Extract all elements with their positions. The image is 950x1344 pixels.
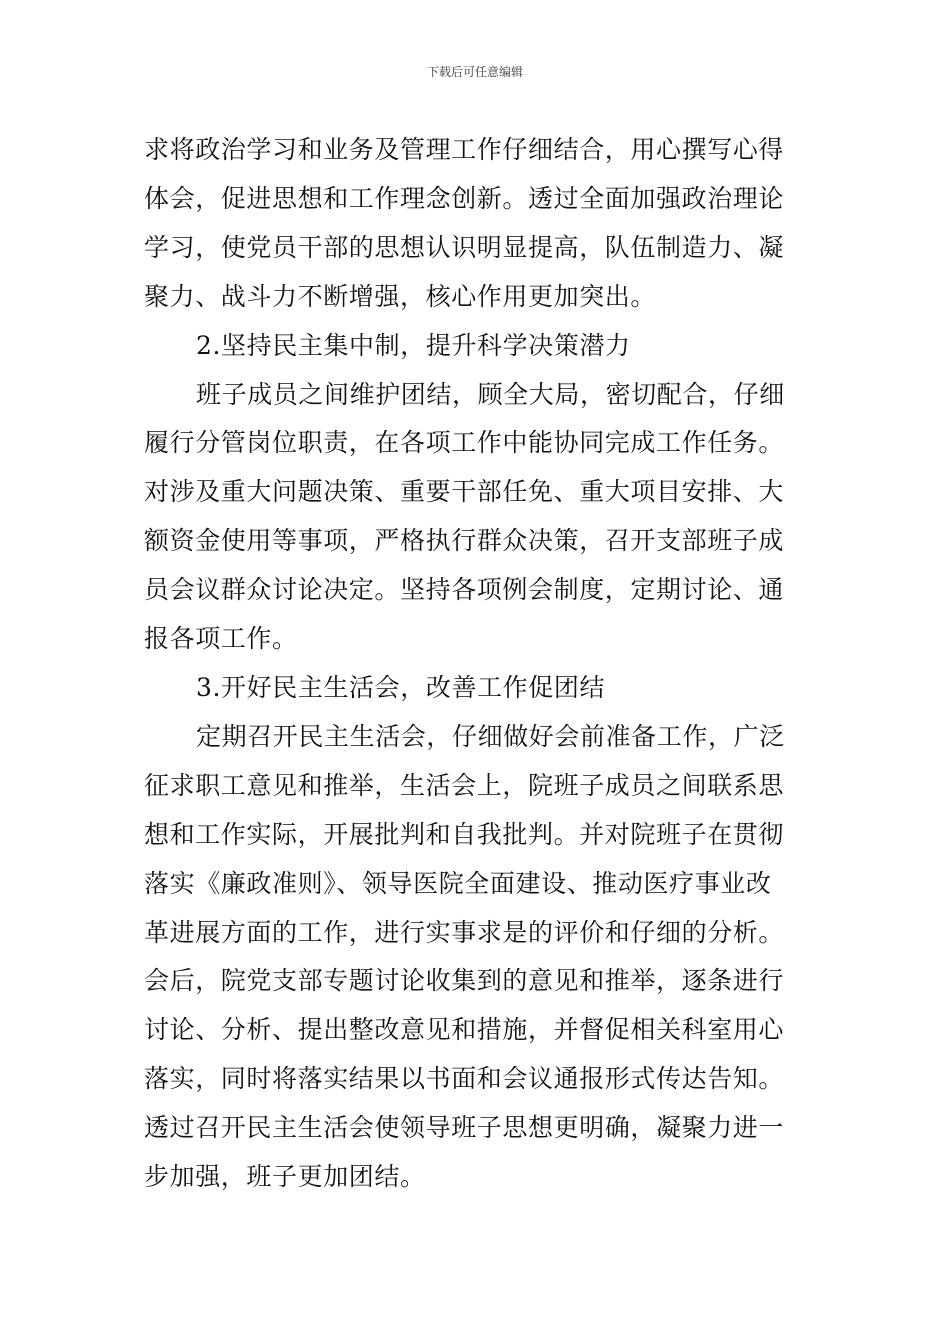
text-line: 落实《廉政准则》、领导医院全面建设、推动医疗事业改 xyxy=(144,868,772,898)
section-heading: 2.坚持民主集中制，提升科学决策潜力 xyxy=(196,330,631,360)
text-line: 会后，院党支部专题讨论收集到的意见和推举，逐条进行 xyxy=(144,966,785,996)
text-line: 履行分管岗位职责，在各项工作中能协同完成工作任务。 xyxy=(144,428,785,458)
text-line: 革进展方面的工作，进行实事求是的评价和仔细的分析。 xyxy=(144,917,785,947)
text-line: 对涉及重大问题决策、重要干部任免、重大项目安排、大 xyxy=(144,477,785,507)
text-line: 透过召开民主生活会使领导班子思想更明确，凝聚力进一 xyxy=(144,1113,785,1143)
text-line: 体会，促进思想和工作理念创新。透过全面加强政治理论 xyxy=(144,183,785,213)
text-line: 员会议群众讨论决定。坚持各项例会制度，定期讨论、通 xyxy=(144,575,785,605)
page-header: 下载后可任意编辑 xyxy=(426,65,523,79)
text-line: 报各项工作。 xyxy=(144,624,298,654)
text-line: 聚力、战斗力不断增强，核心作用更加突出。 xyxy=(144,281,657,311)
text-line: 班子成员之间维护团结，顾全大局，密切配合，仔细 xyxy=(196,379,785,409)
text-line: 讨论、分析、提出整改意见和措施，并督促相关科室用心 xyxy=(144,1015,785,1045)
text-line: 征求职工意见和推举，生活会上，院班子成员之间联系思 xyxy=(144,770,785,800)
text-line: 额资金使用等事项，严格执行群众决策，召开支部班子成 xyxy=(144,526,785,556)
text-line: 落实，同时将落实结果以书面和会议通报形式传达告知。 xyxy=(144,1064,785,1094)
text-line: 步加强，班子更加团结。 xyxy=(144,1162,426,1192)
text-line: 求将政治学习和业务及管理工作仔细结合，用心撰写心得 xyxy=(144,135,785,164)
text-line: 学习，使党员干部的思想认识明显提高，队伍制造力、凝 xyxy=(144,232,785,262)
text-line: 想和工作实际，开展批判和自我批判。并对院班子在贯彻 xyxy=(144,819,785,849)
document-body xyxy=(144,126,808,1202)
text-line: 定期召开民主生活会，仔细做好会前准备工作，广泛 xyxy=(196,721,785,751)
section-heading: 3.开好民主生活会，改善工作促团结 xyxy=(196,672,606,702)
